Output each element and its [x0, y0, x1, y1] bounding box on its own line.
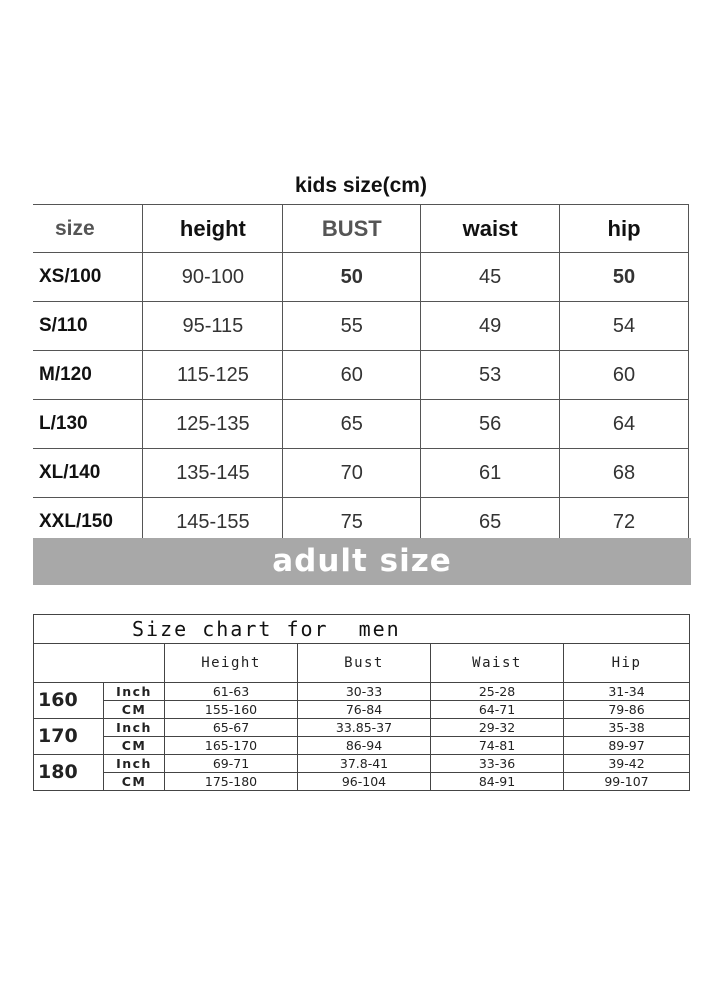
- kids-row: [33, 302, 689, 351]
- kids-hip-cell: 50: [560, 253, 689, 302]
- adult-row-inch: [34, 755, 690, 773]
- kids-waist-cell: 49: [421, 302, 560, 351]
- adult-row-cm: [34, 737, 690, 755]
- adult-waist-cell: 74-81: [431, 737, 564, 755]
- adult-title-part1: Size chart for: [132, 617, 329, 641]
- adult-size-banner-text: adult size: [272, 543, 452, 579]
- kids-row: [33, 253, 689, 302]
- adult-hip-cell: 35-38: [564, 719, 690, 737]
- adult-chart-title: [34, 615, 690, 644]
- kids-waist-cell: 65: [421, 498, 560, 547]
- kids-waist-cell: 45: [421, 253, 560, 302]
- adult-height-cell: 69-71: [165, 755, 298, 773]
- adult-header-height: Height: [165, 644, 298, 683]
- kids-row: [33, 449, 689, 498]
- kids-size-chart: [33, 168, 689, 534]
- adult-height-cell: 175-180: [165, 773, 298, 791]
- adult-hip-cell: 39-42: [564, 755, 690, 773]
- kids-header-size: size: [33, 205, 143, 253]
- adult-unit-label: CM: [104, 737, 165, 755]
- adult-row-inch: [34, 719, 690, 737]
- kids-bust-cell: 55: [283, 302, 421, 351]
- adult-hip-cell: 99-107: [564, 773, 690, 791]
- adult-header-waist: Waist: [431, 644, 564, 683]
- adult-bust-cell: 33.85-37: [298, 719, 431, 737]
- adult-bust-cell: 30-33: [298, 683, 431, 701]
- adult-unit-label: Inch: [104, 755, 165, 773]
- adult-title-row: [34, 615, 690, 644]
- adult-bust-cell: 76-84: [298, 701, 431, 719]
- kids-waist-cell: 56: [421, 400, 560, 449]
- adult-hip-cell: 89-97: [564, 737, 690, 755]
- adult-hip-cell: 31-34: [564, 683, 690, 701]
- adult-waist-cell: 29-32: [431, 719, 564, 737]
- adult-header-hip: Hip: [564, 644, 690, 683]
- adult-header-blank: [34, 644, 165, 683]
- kids-height-cell: 125-135: [143, 400, 283, 449]
- kids-bust-cell: 70: [283, 449, 421, 498]
- kids-height-cell: 115-125: [143, 351, 283, 400]
- kids-waist-cell: 53: [421, 351, 560, 400]
- kids-size-table: [33, 204, 689, 547]
- kids-size-label: L/130: [33, 400, 143, 449]
- kids-row: [33, 351, 689, 400]
- adult-size-label: 180: [34, 755, 104, 791]
- adult-unit-label: Inch: [104, 719, 165, 737]
- kids-height-cell: 145-155: [143, 498, 283, 547]
- adult-height-cell: 61-63: [165, 683, 298, 701]
- adult-unit-label: CM: [104, 773, 165, 791]
- kids-size-label: XL/140: [33, 449, 143, 498]
- kids-size-label: M/120: [33, 351, 143, 400]
- kids-size-label: XS/100: [33, 253, 143, 302]
- kids-height-cell: 135-145: [143, 449, 283, 498]
- kids-header-height: height: [143, 205, 283, 253]
- adult-waist-cell: 64-71: [431, 701, 564, 719]
- adult-row-cm: [34, 773, 690, 791]
- kids-chart-title: kids size(cm): [295, 174, 427, 197]
- adult-size-banner: [33, 538, 691, 585]
- kids-height-cell: 90-100: [143, 253, 283, 302]
- kids-bust-cell: 60: [283, 351, 421, 400]
- kids-height-cell: 95-115: [143, 302, 283, 351]
- kids-waist-cell: 61: [421, 449, 560, 498]
- adult-title-part2: men: [358, 617, 401, 641]
- adult-unit-label: Inch: [104, 683, 165, 701]
- kids-header-waist: waist: [421, 205, 560, 253]
- adult-waist-cell: 84-91: [431, 773, 564, 791]
- kids-hip-cell: 60: [560, 351, 689, 400]
- adult-waist-cell: 33-36: [431, 755, 564, 773]
- adult-header-bust: Bust: [298, 644, 431, 683]
- adult-bust-cell: 37.8-41: [298, 755, 431, 773]
- kids-hip-cell: 54: [560, 302, 689, 351]
- adult-row-cm: [34, 701, 690, 719]
- kids-size-label: XXL/150: [33, 498, 143, 547]
- adult-unit-label: CM: [104, 701, 165, 719]
- adult-size-chart: [33, 614, 689, 798]
- adult-bust-cell: 96-104: [298, 773, 431, 791]
- adult-height-cell: 155-160: [165, 701, 298, 719]
- kids-header-bust: BUST: [283, 205, 421, 253]
- kids-bust-cell: 50: [283, 253, 421, 302]
- adult-waist-cell: 25-28: [431, 683, 564, 701]
- adult-height-cell: 165-170: [165, 737, 298, 755]
- kids-header-hip: hip: [560, 205, 689, 253]
- adult-size-label: 160: [34, 683, 104, 719]
- adult-bust-cell: 86-94: [298, 737, 431, 755]
- kids-hip-cell: 64: [560, 400, 689, 449]
- kids-header-row: [33, 205, 689, 253]
- adult-size-table: [33, 614, 690, 791]
- kids-hip-cell: 68: [560, 449, 689, 498]
- kids-bust-cell: 75: [283, 498, 421, 547]
- adult-hip-cell: 79-86: [564, 701, 690, 719]
- kids-hip-cell: 72: [560, 498, 689, 547]
- adult-height-cell: 65-67: [165, 719, 298, 737]
- kids-row: [33, 400, 689, 449]
- kids-bust-cell: 65: [283, 400, 421, 449]
- adult-row-inch: [34, 683, 690, 701]
- adult-size-label: 170: [34, 719, 104, 755]
- adult-header-row: [34, 644, 690, 683]
- kids-size-label: S/110: [33, 302, 143, 351]
